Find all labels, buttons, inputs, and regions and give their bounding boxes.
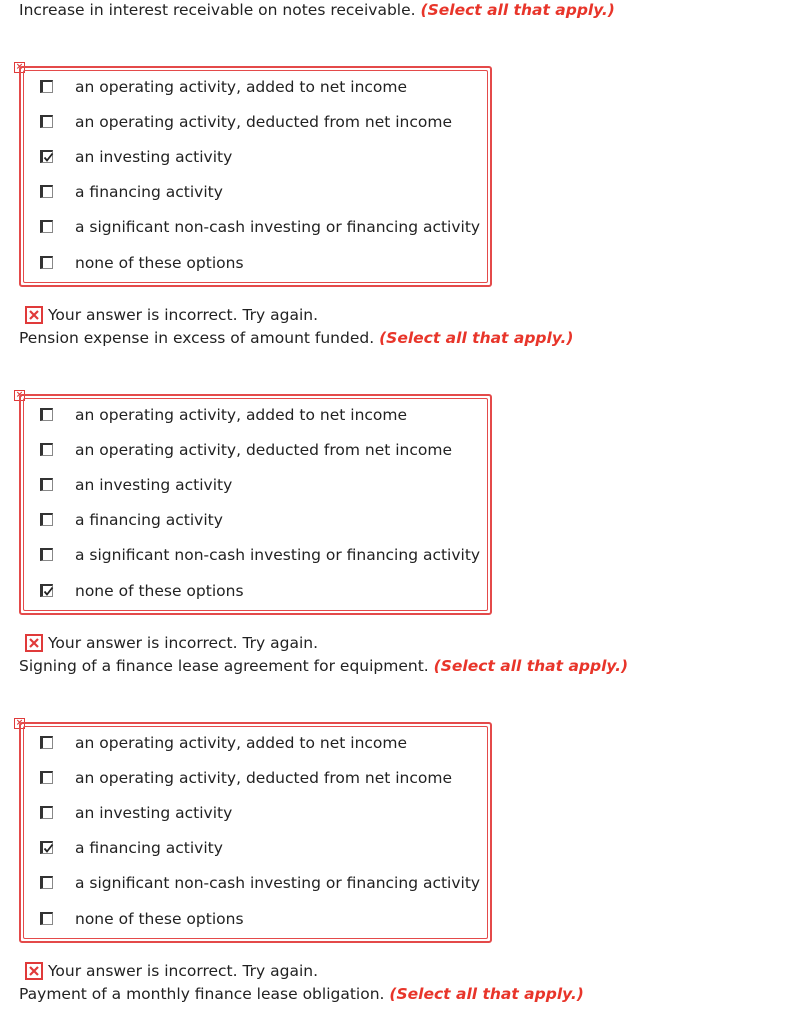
option-row[interactable] bbox=[10, 473, 480, 497]
answer-group-2 bbox=[10, 390, 490, 620]
option-label: an investing activity bbox=[75, 804, 233, 822]
checkmark-icon bbox=[42, 151, 55, 164]
question-text: Pension expense in excess of amount funded. bbox=[19, 329, 375, 347]
option-row[interactable] bbox=[10, 110, 480, 134]
option-label: an operating activity, deducted from net income bbox=[75, 769, 453, 787]
checkbox[interactable] bbox=[40, 771, 53, 784]
option-label: an operating activity, added to net income bbox=[75, 406, 408, 424]
option-row[interactable] bbox=[10, 251, 480, 275]
option-row[interactable] bbox=[10, 508, 480, 532]
option-label: an operating activity, added to net income bbox=[75, 734, 408, 752]
x-mark-icon: × bbox=[15, 718, 24, 728]
question-text: Signing of a finance lease agreement for equipment. bbox=[19, 657, 429, 675]
option-row[interactable] bbox=[10, 836, 480, 860]
select-all-instruction: (Select all that apply.) bbox=[420, 1, 615, 19]
select-all-instruction: (Select all that apply.) bbox=[389, 985, 584, 1003]
x-mark-icon bbox=[25, 634, 43, 652]
question-text: Increase in interest receivable on notes receivable. bbox=[19, 1, 416, 19]
checkbox-checked[interactable] bbox=[40, 150, 53, 163]
option-row[interactable] bbox=[10, 801, 480, 825]
checkbox[interactable] bbox=[40, 185, 53, 198]
checkbox[interactable] bbox=[40, 115, 53, 128]
checkbox[interactable] bbox=[40, 80, 53, 93]
option-label: an investing activity bbox=[75, 476, 233, 494]
option-row[interactable] bbox=[10, 75, 480, 99]
checkbox[interactable] bbox=[40, 806, 53, 819]
x-mark-icon: × bbox=[15, 62, 24, 72]
checkbox[interactable] bbox=[40, 912, 53, 925]
question-text: Payment of a monthly finance lease obligation. bbox=[19, 985, 385, 1003]
x-mark-icon: × bbox=[15, 390, 24, 400]
answer-group-3 bbox=[10, 718, 490, 948]
option-label: a financing activity bbox=[75, 183, 223, 201]
option-row[interactable] bbox=[10, 731, 480, 755]
checkbox[interactable] bbox=[40, 443, 53, 456]
option-row[interactable] bbox=[10, 145, 480, 169]
checkbox[interactable] bbox=[40, 408, 53, 421]
option-label: an operating activity, deducted from net income bbox=[75, 441, 453, 459]
checkbox[interactable] bbox=[40, 256, 53, 269]
option-label: an investing activity bbox=[75, 148, 233, 166]
checkbox[interactable] bbox=[40, 513, 53, 526]
question-prompt-2 bbox=[19, 328, 573, 348]
checkmark-icon bbox=[42, 585, 55, 598]
feedback-text: Your answer is incorrect. Try again. bbox=[48, 306, 319, 324]
option-row[interactable] bbox=[10, 579, 480, 603]
answer-group-1 bbox=[10, 62, 490, 292]
checkmark-icon bbox=[42, 842, 55, 855]
checkbox-checked[interactable] bbox=[40, 841, 53, 854]
question-prompt-3 bbox=[19, 656, 628, 676]
option-label: an operating activity, added to net income bbox=[75, 78, 408, 96]
option-label: none of these options bbox=[75, 582, 244, 600]
option-label: a financing activity bbox=[75, 839, 223, 857]
option-label: an operating activity, deducted from net income bbox=[75, 113, 453, 131]
option-row[interactable] bbox=[10, 438, 480, 462]
option-row[interactable] bbox=[10, 180, 480, 204]
checkbox[interactable] bbox=[40, 876, 53, 889]
option-label: none of these options bbox=[75, 254, 244, 272]
option-label: none of these options bbox=[75, 910, 244, 928]
select-all-instruction: (Select all that apply.) bbox=[379, 329, 574, 347]
option-row[interactable] bbox=[10, 766, 480, 790]
checkbox[interactable] bbox=[40, 548, 53, 561]
option-label: a financing activity bbox=[75, 511, 223, 529]
checkbox-checked[interactable] bbox=[40, 584, 53, 597]
question-prompt-4 bbox=[19, 984, 584, 1004]
option-row[interactable] bbox=[10, 403, 480, 427]
checkbox[interactable] bbox=[40, 478, 53, 491]
option-row[interactable] bbox=[10, 543, 480, 567]
option-label: a significant non-cash investing or financing activity bbox=[75, 874, 481, 892]
option-row[interactable] bbox=[10, 871, 480, 895]
feedback-text: Your answer is incorrect. Try again. bbox=[48, 634, 319, 652]
checkbox[interactable] bbox=[40, 220, 53, 233]
x-mark-icon bbox=[25, 962, 43, 980]
option-row[interactable] bbox=[10, 907, 480, 931]
question-prompt-1 bbox=[19, 0, 615, 20]
feedback-text: Your answer is incorrect. Try again. bbox=[48, 962, 319, 980]
option-label: a significant non-cash investing or financing activity bbox=[75, 218, 481, 236]
select-all-instruction: (Select all that apply.) bbox=[433, 657, 629, 675]
checkbox[interactable] bbox=[40, 736, 53, 749]
option-label: a significant non-cash investing or financing activity bbox=[75, 546, 481, 564]
x-mark-icon bbox=[25, 306, 43, 324]
option-row[interactable] bbox=[10, 215, 480, 239]
